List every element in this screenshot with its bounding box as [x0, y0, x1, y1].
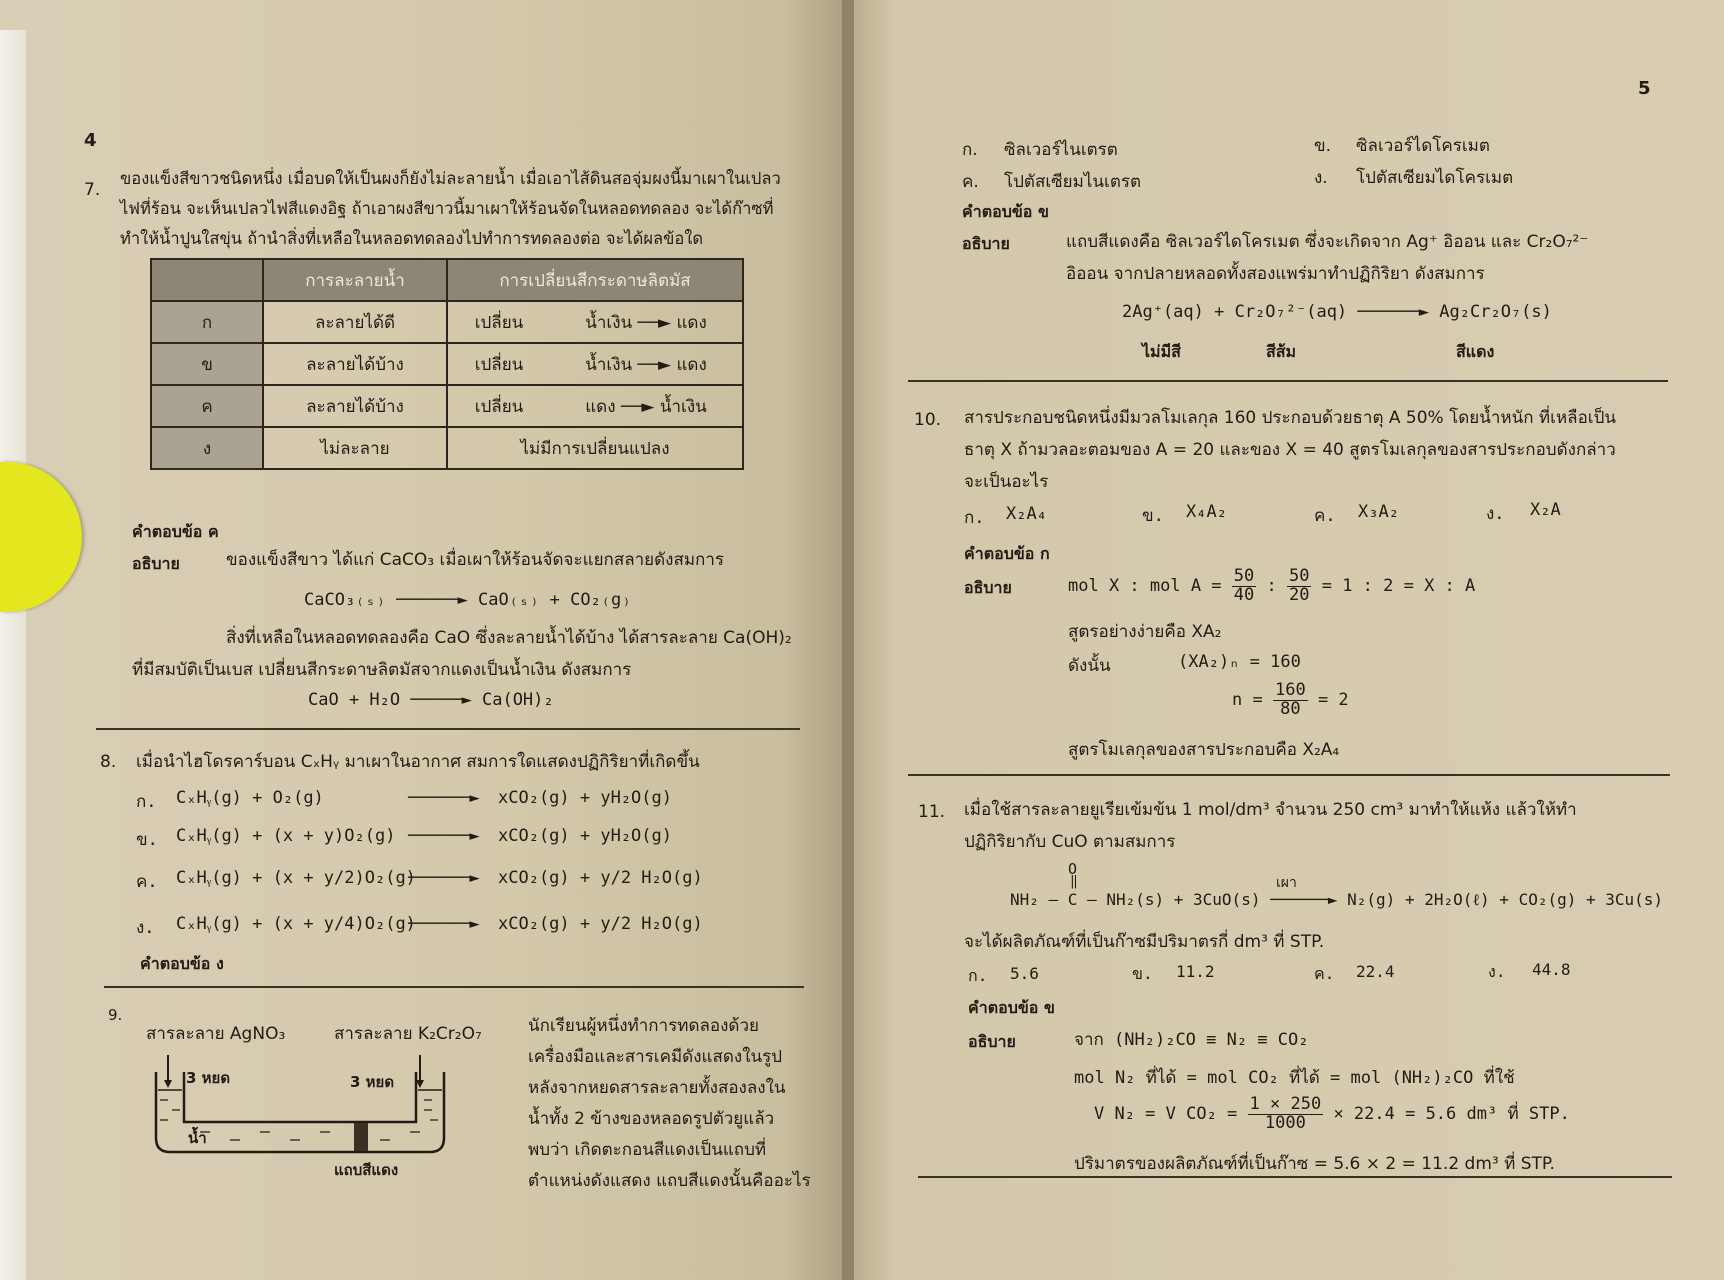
option-key: ก.: [962, 140, 978, 160]
question-text: น้ำทั้ง 2 ข้างของหลอดรูปตัวยูแล้ว: [528, 1109, 775, 1129]
question-text: ตำแหน่งดังแสดง แถบสีแดงนั้นคืออะไร: [528, 1171, 811, 1191]
equation-lhs: V N₂ = V CO₂ =: [1094, 1104, 1238, 1124]
table-cell: เปลี่ยน: [447, 385, 550, 427]
question-number: 7.: [84, 180, 101, 200]
question-text: ธาตุ X ถ้ามวลอะตอมของ A = 20 และของ X = 40 สูตรโมเลกุลของสารประกอบดังกล่าว: [964, 440, 1616, 460]
carbonyl-o: O: [1068, 860, 1078, 878]
numerator: 160: [1274, 679, 1306, 700]
question-text: เมื่อใช้สารละลายยูเรียเข้มข้น 1 mol/dm³ จำนวน 250 cm³ มาทำให้แห้ง แล้วให้ทำ: [964, 800, 1577, 820]
diagram-label: สารละลาย AgNO₃: [146, 1024, 286, 1044]
fraction: [1232, 565, 1256, 605]
option-key: ง.: [136, 918, 155, 938]
option-text: X₂A: [1530, 500, 1561, 520]
table-row: [151, 301, 743, 343]
option-text: ซิลเวอร์ไดโครเมต: [1356, 136, 1490, 156]
equation: NH₂ – C – NH₂(s) + 3CuO(s) ──────► N₂(g) + 2H₂O(ℓ) + CO₂(g) + 3Cu(s): [1010, 890, 1664, 909]
denominator: 80: [1280, 698, 1301, 719]
left-page: [0, 0, 852, 1280]
option-key: ก.: [136, 792, 157, 812]
option-rhs: xCO₂(g) + y/2 H₂O(g): [498, 868, 703, 888]
diagram-label: 3 หยด: [186, 1069, 231, 1087]
question-number: 8.: [100, 752, 117, 772]
fraction: [1287, 565, 1311, 605]
table-header: [151, 259, 263, 301]
equation-label: ไม่มีสี: [1142, 342, 1181, 361]
option-key: ค.: [1314, 964, 1335, 983]
table-cell: ไม่มีการเปลี่ยนแปลง: [447, 427, 743, 469]
table-cell: ละลายได้บ้าง: [263, 343, 447, 385]
option-key: ง.: [1486, 504, 1505, 524]
fraction: [1273, 679, 1308, 719]
question-text: จะเป็นอะไร: [964, 472, 1049, 492]
table-cell: ข: [151, 343, 263, 385]
arrow: ──────►: [408, 868, 480, 888]
explanation-text: อิออน จากปลายหลอดทั้งสองแพร่มาทำปฏิกิริยา ดังสมการ: [1066, 264, 1485, 284]
divider: [104, 986, 804, 988]
mole-ratio-rhs: = 1 : 2 = X : A: [1321, 576, 1476, 596]
question-text: พบว่า เกิดตะกอนสีแดงเป็นแถบที่: [528, 1140, 767, 1160]
diagram-label: สารละลาย K₂Cr₂O₇: [334, 1024, 482, 1044]
equation-label: สีส้ม: [1266, 342, 1297, 361]
numerator: 50: [1288, 565, 1310, 586]
table-header-row: [151, 259, 743, 301]
question-text: ปฏิกิริยากับ CuO ตามสมการ: [964, 832, 1176, 852]
option-rhs: xCO₂(g) + y/2 H₂O(g): [498, 914, 703, 934]
table-cell: เปลี่ยน: [447, 343, 550, 385]
option-key: ข.: [1142, 506, 1164, 526]
option-text: โปตัสเซียมไนเตรต: [1004, 172, 1142, 192]
table-cell: น้ำเงิน ──► แดง: [550, 343, 743, 385]
table-cell: ไม่ละลาย: [263, 427, 447, 469]
explanation-text: แถบสีแดงคือ ซิลเวอร์ไดโครเมต ซึ่งจะเกิดจาก Ag⁺ อิออน และ Cr₂O₇²⁻: [1066, 232, 1589, 252]
question-text: จะได้ผลิตภัณฑ์ที่เป็นก๊าซมีปริมาตรกี่ dm³ ที่ STP.: [964, 932, 1325, 952]
option-text: ซิลเวอร์ไนเตรต: [1004, 140, 1118, 160]
answer-label: คำตอบข้อ ข: [962, 202, 1049, 221]
page-number: 4: [84, 130, 97, 151]
equation-rhs: × 22.4 = 5.6 dm³ ที่ STP.: [1333, 1104, 1570, 1124]
option-text: X₂A₄: [1006, 504, 1047, 524]
diagram-label: 3 หยด: [350, 1073, 395, 1091]
option-lhs: CₓHᵧ(g) + (x + y)O₂(g): [176, 826, 396, 846]
divider: [918, 1176, 1672, 1178]
option-text: X₄A₂: [1186, 502, 1227, 522]
denominator: 40: [1233, 584, 1255, 605]
table-cell: ละลายได้บ้าง: [263, 385, 447, 427]
fraction: [1248, 1093, 1324, 1133]
option-rhs: xCO₂(g) + yH₂O(g): [498, 826, 672, 846]
question-text: ทำให้น้ำปูนใสขุ่น ถ้านำสิ่งที่เหลือในหลอดทดลองไปทำการทดลองต่อ จะได้ผลข้อใด: [120, 229, 704, 248]
equation: (XA₂)ₙ = 160: [1178, 652, 1301, 672]
arrow-label: เผา: [1276, 875, 1297, 891]
question-text: ไฟที่ร้อน จะเห็นเปลวไฟสีแดงอิฐ ถ้าเอาผงสีขาวนี้มาเผาให้ร้อนจัดในหลอดทดลอง จะได้ก๊าซที่: [120, 199, 774, 218]
answer-label: คำตอบข้อ ข: [968, 998, 1055, 1017]
mole-ratio-lhs: mol X : mol A =: [1068, 576, 1222, 596]
answer-label: คำตอบข้อ ง: [140, 954, 224, 973]
explain-label: อธิบาย: [132, 554, 180, 573]
arrow: ──────►: [408, 788, 480, 808]
question-text: สารประกอบชนิดหนึ่งมีมวลโมเลกุล 160 ประกอบด้วยธาตุ A 50% โดยน้ำหนัก ที่เหลือเป็น: [964, 408, 1617, 428]
page-number: 5: [1638, 78, 1651, 99]
arrow: ──────►: [408, 914, 480, 934]
option-key: ค.: [1314, 506, 1336, 526]
denominator: 20: [1288, 584, 1310, 605]
table-header: การเปลี่ยนสีกระดาษลิตมัส: [447, 259, 743, 301]
option-key: ค.: [962, 172, 979, 192]
page-edge: [0, 30, 26, 1280]
option-lhs: CₓHᵧ(g) + O₂(g): [176, 788, 324, 808]
answer-label: คำตอบข้อ ค: [132, 522, 219, 541]
explanation-text: ดังนั้น: [1068, 656, 1111, 676]
divider: [908, 380, 1668, 382]
numerator: 1 × 250: [1249, 1093, 1322, 1114]
arrow: ──────►: [408, 826, 480, 846]
table-cell: แดง ──► น้ำเงิน: [550, 385, 743, 427]
denominator: 1000: [1264, 1112, 1306, 1133]
option-key: ข.: [1314, 136, 1332, 156]
diagram-label: น้ำ: [188, 1129, 207, 1147]
table-cell: เปลี่ยน: [447, 301, 550, 343]
volume-equation: [1094, 1094, 1570, 1134]
table-row: [151, 385, 743, 427]
equation: 2Ag⁺(aq) + Cr₂O₇²⁻(aq) ──────► Ag₂Cr₂O₇(s): [1122, 302, 1552, 322]
answer-label: คำตอบข้อ ก: [964, 544, 1050, 563]
table-cell: ง: [151, 427, 263, 469]
question-number: 11.: [918, 802, 946, 822]
explanation-text: จาก (NH₂)₂CO ≡ N₂ ≡ CO₂: [1074, 1030, 1309, 1050]
double-bond: ‖: [1070, 874, 1078, 889]
equation-lhs: n =: [1232, 690, 1263, 710]
option-text: 5.6: [1010, 964, 1039, 983]
option-text: 44.8: [1532, 960, 1571, 979]
question-text: ของแข็งสีขาวชนิดหนึ่ง เมื่อบดให้เป็นผงก็ยังไม่ละลายน้ำ เมื่อเอาไส้ดินสอจุ่มผงนี้มาเผาในเปลว: [120, 169, 781, 188]
diagram-label: แถบสีแดง: [334, 1161, 399, 1179]
explain-label: อธิบาย: [968, 1032, 1016, 1051]
solubility-table: [150, 258, 744, 470]
explanation-text: สูตรอย่างง่ายคือ XA₂: [1068, 622, 1222, 642]
option-key: ก.: [964, 508, 985, 528]
equation: [1232, 680, 1349, 720]
equation: CaCO₃₍ₛ₎ ──────► CaO₍ₛ₎ + CO₂₍g₎: [304, 590, 632, 610]
table-cell: น้ำเงิน ──► แดง: [550, 301, 743, 343]
explanation-text: สิ่งที่เหลือในหลอดทดลองคือ CaO ซึ่งละลายน้ำได้บ้าง ได้สารละลาย Ca(OH)₂: [226, 628, 792, 648]
question-text: เมื่อนำไฮโดรคาร์บอน CₓHᵧ มาเผาในอากาศ สมการใดแสดงปฏิกิริยาที่เกิดขึ้น: [136, 752, 700, 772]
explanation-text: สูตรโมเลกุลของสารประกอบคือ X₂A₄: [1068, 740, 1340, 760]
explanation-text: ที่มีสมบัติเป็นเบส เปลี่ยนสีกระดาษลิตมัสจากแดงเป็นน้ำเงิน ดังสมการ: [132, 660, 632, 680]
option-key: ค.: [136, 872, 158, 892]
explain-label: อธิบาย: [962, 234, 1010, 253]
equation-rhs: = 2: [1317, 690, 1349, 710]
option-key: ข.: [136, 830, 158, 850]
option-lhs: CₓHᵧ(g) + (x + y/4)O₂(g): [176, 914, 416, 934]
explanation-text: ปริมาตรของผลิตภัณฑ์ที่เป็นก๊าซ = 5.6 × 2 = 11.2 dm³ ที่ STP.: [1074, 1154, 1555, 1174]
table-cell: ค: [151, 385, 263, 427]
table-row: [151, 343, 743, 385]
table-row: [151, 427, 743, 469]
equation-label: สีแดง: [1456, 342, 1495, 361]
question-number: 9.: [108, 1006, 123, 1024]
question-text: นักเรียนผู้หนึ่งทำการทดลองด้วย: [528, 1016, 759, 1036]
table-cell: ละลายได้ดี: [263, 301, 447, 343]
numerator: 50: [1233, 565, 1255, 586]
divider: [96, 728, 800, 730]
option-rhs: xCO₂(g) + yH₂O(g): [498, 788, 672, 808]
explanation-text: ของแข็งสีขาว ได้แก่ CaCO₃ เมื่อเผาให้ร้อนจัดจะแยกสลายดังสมการ: [226, 550, 725, 570]
option-key: ง.: [1488, 962, 1506, 981]
mole-ratio: mol X : mol A = $\frac{50}{40}$ : $\frac{50}{20}$ = 1 : 2 = X : A: [1068, 565, 1476, 605]
page-gutter: [842, 0, 854, 1280]
table-header: การละลายน้ำ: [263, 259, 447, 301]
right-page: [842, 0, 1724, 1280]
option-key: ง.: [1314, 168, 1328, 188]
option-text: 11.2: [1176, 962, 1215, 981]
option-key: ข.: [1132, 964, 1153, 983]
question-text: หลังจากหยดสารละลายทั้งสองลงใน: [528, 1078, 786, 1098]
explain-label: อธิบาย: [964, 578, 1012, 597]
table-cell: ก: [151, 301, 263, 343]
explanation-text: mol N₂ ที่ได้ = mol CO₂ ที่ได้ = mol (NH₂)₂CO ที่ใช้: [1074, 1068, 1515, 1088]
question-text: เครื่องมือและสารเคมีดังแสดงในรูป: [528, 1047, 783, 1067]
question-number: 10.: [914, 410, 942, 430]
divider: [908, 774, 1670, 776]
option-text: X₃A₂: [1358, 502, 1399, 522]
equation: CaO + H₂O ─────► Ca(OH)₂: [308, 690, 554, 710]
option-text: 22.4: [1356, 962, 1395, 981]
option-lhs: CₓHᵧ(g) + (x + y/2)O₂(g): [176, 868, 416, 888]
option-text: โปตัสเซียมไดโครเมต: [1356, 168, 1514, 188]
option-key: ก.: [968, 966, 988, 985]
